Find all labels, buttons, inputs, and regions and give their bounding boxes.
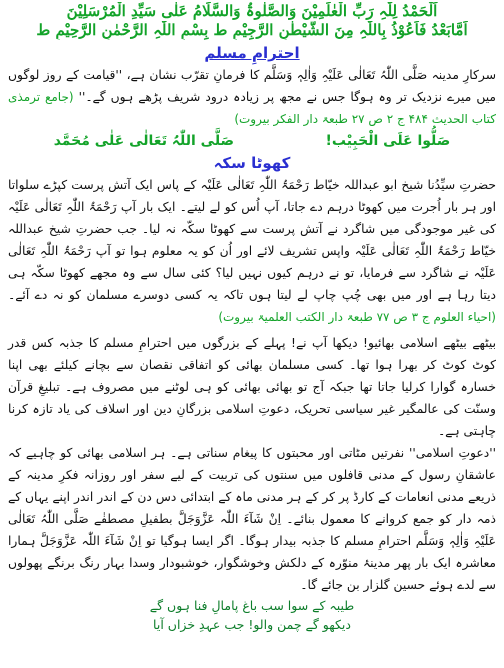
hadith-reference: (جامع ترمذی کتاب الحدیث ۴۸۴ ج ۲ ص ۲۷ طبعۃ دار الفکر بیروت) bbox=[8, 90, 496, 126]
story-reference: (احیاء العلوم ج ۳ ص ۷۷ طبعۃ دار الکتب العلمیۃ بیروت) bbox=[218, 310, 496, 324]
durood-call: صَلُّوا عَلَی الْحَبِیْب! bbox=[325, 133, 451, 149]
arabic-header bbox=[8, 2, 496, 40]
story-text bbox=[8, 174, 496, 328]
durood-response: صَلَّی اللّٰہُ تَعَالٰی عَلٰی مُحَمَّد bbox=[53, 133, 235, 149]
poem-line-2: دیکھو گے چمن والو! جب عہدِ خزاں آیا bbox=[153, 617, 351, 632]
poem bbox=[8, 596, 496, 634]
paragraph-respect: بیٹھے بیٹھے اسلامی بھائیو! دیکھا آپ نے! پہلے کے بزرگوں میں احترامِ مسلم کا جذبہ کس قدر کوٹ کوٹ کر بھرا ہوا تھا۔ کسی مسلمان بھائی کو اتفاقی نقصان سے بچانے کیلئے بھی اپنا خسارہ گوارا کرلیا جاتا تھا جبکہ آج تو بھائی بھائی کو ہی لوٹنے میں مصروف ہے۔ تبلیغِ قرآن وسنّت کی عالمگیر غیر سیاسی تحریک، دعوتِ اسلامی بزرگانِ دین اور اسلاف کی یاد تازہ کرنا چاہتی ہے۔ bbox=[8, 336, 496, 438]
hamd-line: اَلْحَمْدُ لِلّٰہِ رَبِّ الْعٰلَمِیْنَ وَالصَّلٰوۃُ وَالسَّلَامُ عَلٰی سَیِّدِ الْمُرْسَلِیْنَ bbox=[66, 2, 438, 20]
section-title: کھوٹا سکہ bbox=[213, 154, 291, 172]
story-body: حضرتِ سیِّدُنا شیخ ابو عبداللہ خیّاط رَحْمَۃُ اللّٰہِ تَعَالٰی عَلَیْہ کے پاس ایک آتش پرست کپڑے سلواتا اور ہر بار اُجرت میں کھوٹا درہم دے جاتا، آپ اُس کو لے لیتے۔ ایک بار آپ رَحْمَۃُ اللّٰہِ تَعَالٰی عَلَیْہ کی غیر موجودگی میں شاگرد نے آتش پرست سے کھوٹا سکّہ نہ لیا۔ جب حضرتِ شیخ عبداللہ خیّاط رَحْمَۃُ اللّٰہِ تَعَالٰی عَلَیْہ واپس تشریف لائے اور اُن کو یہ معلوم ہوا تو آپ رَحْمَۃُ اللّٰہِ تَعَالٰی عَلَیْہ نے شاگرد سے فرمایا، تو نے درہم کیوں نہیں لیا؟ کئی سال سے وہ مجھے کھوٹا سکّہ ہی دیتا رہا ہے اور میں بھی چُپ چاپ لے لیتا ہوں تاکہ یہ کسی دوسرے مسلمان کو نہ دے آئے۔ bbox=[8, 178, 496, 302]
durood-line bbox=[8, 130, 496, 152]
paragraph-dawat: ''دعوتِ اسلامی'' نفرتیں مٹاتی اور محبتوں کا پیغام سناتی ہے۔ ہر اسلامی بھائی کو چاہیے کہ عاشقانِ رسول کے مدنی قافلوں میں سنتوں کی تربیت کے لیے سفر اور روزانہ فکرِ مدینہ کے ذریعے مدنی انعامات کے کارڈ پر کر کے ہر مدنی ماہ کے ابتدائی دس دن کے اندر اندر اپنے یہاں کے ذمہ دار کو جمع کروانے کا معمول بنائے۔ اِنْ شَآءَ اللّٰہ عَزَّوَجَلَّ بطفیلِ مصطفٰے صَلَّی اللّٰہُ تَعَالٰی عَلَیْہِ وَاٰلِہٖ وَسَلَّم احترامِ مسلم کا جذبہ بیدار ہوگا۔ اگر ایسا ہوگیا تو اِنْ شَآءَ اللّٰہ عَزَّوَجَلَّ ہمارا معاشرہ ایک بار پھر مدینۂ منوّرہ کے دلکش وخوشگوار، خوشبودار وسدا بہار رنگ برنگے پھولوں سے لدے ہوئے حسین گلزار بن جائے گا۔ bbox=[8, 446, 496, 592]
taawuz-line: اَمَّابَعْدُ فَاَعُوْذُ بِاللّٰہِ مِنَ الشَّیْطٰنِ الرَّجِیْمِ ط بِسْمِ اللّٰہِ الرَّحْمٰنِ الرَّحِیْمِ ط bbox=[36, 21, 468, 39]
hadith-body: سرکارِ مدینہ صَلَّی اللّٰہُ تَعَالٰی عَلَیْہِ وَاٰلِہٖ وَسَلَّم کا فرمانِ تقرّب نشان ہے، ''قیامت کے روز لوگوں میں میرے نزدیک تر وہ ہوگا جس نے مجھ پر زیادہ درود شریف پڑھے ہوں گے۔'' bbox=[8, 68, 496, 104]
poem-line-1: طیبہ کے سوا سب باغ پامالِ فنا ہوں گے bbox=[149, 598, 355, 613]
hadith-text bbox=[8, 64, 496, 130]
page-title: احترامِ مسلم bbox=[204, 44, 300, 62]
